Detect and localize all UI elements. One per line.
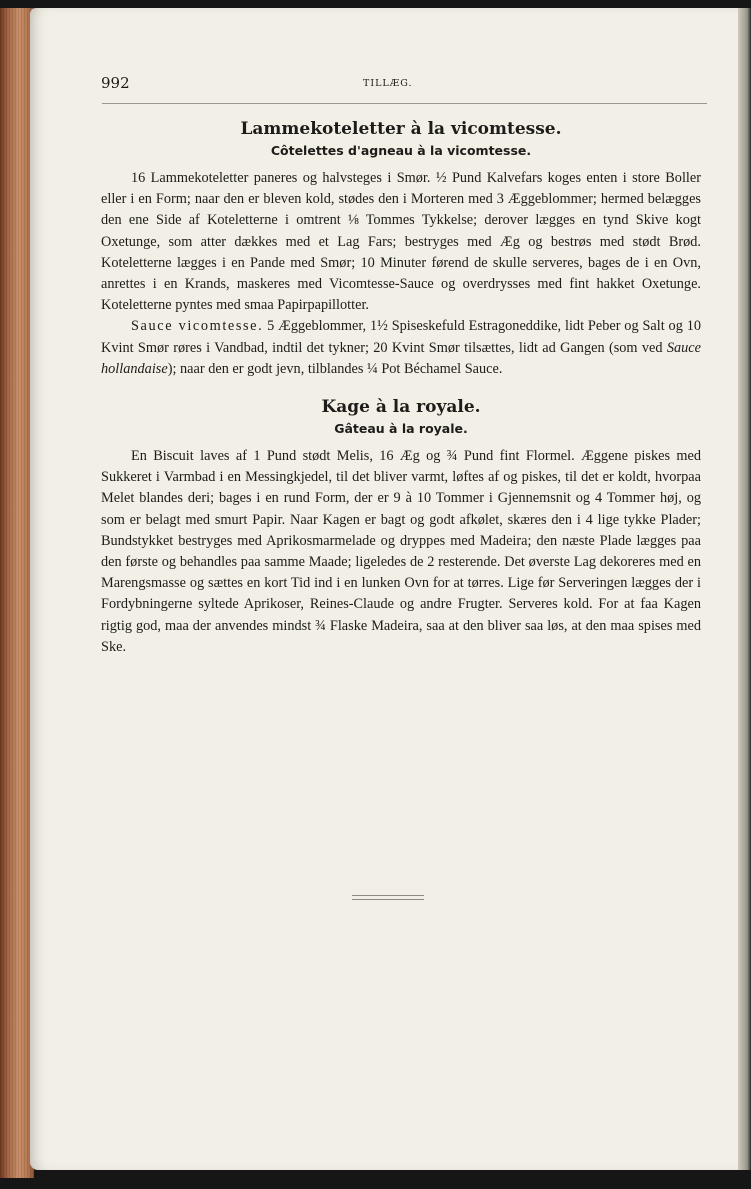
recipe-subtitle: Côtelettes d'agneau à la vicomtesse. — [270, 143, 532, 158]
recipe-kage — [101, 396, 701, 658]
recipe-paragraph: 16 Lammekoteletter paneres og halvsteges i Smør. ½ Pund Kalvefars koges enten i store Boller eller i en Form; naar den er bleven kold, stødes den i Morteren med 3 Æggeblommer; hermed belægges den ene Side af Koteletterne i omtrent ⅛ Tommes Tykkelse; derover lægges en tynd Skive kogt Oxetunge, som atter dækkes med et Lag Fars; bestryges med Æg og bestrøs med stødt Brød. Koteletterne lægges i en Pande med Smør; 10 Minuter førend de skulle serveres, bages de i en Ovn, anrettes i en Krands, maskeres med Vicomtesse-Sauce og overdrysses med fint hakket Oxetunge. Koteletterne pyntes med smaa Papirpapillotter. — [101, 170, 701, 314]
recipe-title: Lammekoteletter à la vicomtesse. — [240, 119, 562, 139]
sauce-heading: Sauce vicomtesse. — [131, 318, 264, 335]
book-spine — [0, 8, 34, 1178]
page-header — [101, 74, 707, 96]
sauce-reference-italic: Sauce hollandaise — [101, 339, 701, 377]
end-rule-top — [352, 895, 424, 896]
page-number: 992 — [101, 74, 130, 92]
running-head: TILLÆG. — [363, 78, 413, 89]
recipe-paragraph: En Biscuit laves af 1 Pund stødt Melis, 16 Æg og ¾ Pund fint Flormel. Æggene piskes med Sukkeret i Varmbad i en Messingkjedel, til det bliver varmt, løftes af og piskes, til det er koldt, hvorpaa Melet blandes deri; bages i en rund Form, der er 9 à 10 Tommer i Gjennemsnit og 4 Tommer høj, og som er belagt med smurt Papir. Naar Kagen er bagt og godt afkølet, skæres den i 4 lige tykke Plader; Bundstykket bestryges med Aprikosmarmelade og dryppes med Madeira; den næste Plade lægges paa den første og behandles paa samme Maade; ligeledes de 2 resterende. Det øverste Lag dekoreres med en Marengsmasse og sættes en kort Tid ind i en lunken Ovn for at tørres. Lige før Serveringen lægges der i Fordybningerne syltede Aprikoser, Reines-Claude og andre Frugter. Serveres kold. For at faa Kagen rigtig god, maa der anvendes mindst ¾ Flaske Madeira, saa at den bliver saa løs, at den maa spises med Ske. — [101, 448, 701, 655]
end-rule-bottom — [352, 899, 424, 900]
page-edge — [738, 8, 751, 1170]
recipe-lammekoteletter — [101, 118, 701, 380]
recipe-title: Kage à la royale. — [321, 397, 481, 418]
header-rule — [102, 103, 707, 104]
sauce-text-part1: 5 Æggeblommer, 1½ Spiseskefuld Estragoneddike, lidt Peber og Salt og 10 Kvint Smør røres i Vandbad, indtil det tykner; 20 Kvint Smør tilsættes, lidt ad Gangen (som ved — [101, 318, 701, 356]
recipe-subtitle: Gâteau à la royale. — [334, 421, 468, 437]
sauce-paragraph — [101, 316, 701, 380]
sauce-text-part2: ); naar den er godt jevn, tilblandes ¼ Pot Béchamel Sauce. — [167, 360, 503, 377]
page-content — [101, 118, 701, 658]
